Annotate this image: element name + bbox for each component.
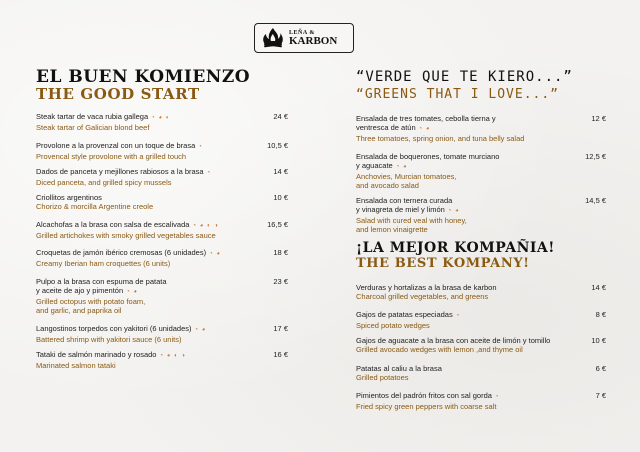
- item-name-en: and garlic, and paprika oil: [36, 306, 122, 315]
- item-name-es: Croquetas de jamón ibérico cremosas (6 unidades) ◔ ◕: [36, 248, 222, 257]
- menu-item: [356, 196, 606, 234]
- item-name-en: and avocado salad: [356, 181, 419, 190]
- item-name-en: Diced panceta, and grilled spicy mussels: [36, 178, 172, 187]
- allergen-icons: ◔ ◕: [209, 251, 222, 257]
- allergen-icons: ◔ ◕: [395, 164, 408, 170]
- item-name-es: Pimientos del padrón fritos con sal gorda ◔: [356, 391, 500, 400]
- section-title-es: “VERDE QUE TE KIERO...”: [356, 69, 573, 85]
- item-price: 10,5 €: [267, 141, 288, 150]
- allergen-icons: ◔ ◕: [418, 126, 431, 132]
- allergen-icons: ◔ ◕: [447, 208, 460, 214]
- item-name-es: Ensalada de tres tomates, cebolla tierna y: [356, 114, 496, 123]
- brand-line2: KARBON: [289, 34, 338, 47]
- menu-item: [36, 277, 288, 315]
- item-name-es: Alcachofas a la brasa con salsa de escalivada ◔ ◕ ◐ ◑: [36, 220, 219, 229]
- item-name-es: Langostinos torpedos con yakitori (6 unidades) ◔ ◕: [36, 324, 207, 333]
- menu-item: [36, 193, 288, 211]
- allergen-icons: ◔: [206, 170, 212, 176]
- item-price: 10 €: [273, 193, 288, 202]
- item-name-en: Spiced potato wedges: [356, 321, 430, 330]
- flame-logo-icon: [261, 27, 285, 49]
- item-name-es: Gajos de patatas especiadas ◔: [356, 310, 461, 319]
- item-price: 16,5 €: [267, 220, 288, 229]
- item-name-en: Fried spicy green peppers with coarse salt: [356, 402, 497, 411]
- item-price: 14 €: [273, 167, 288, 176]
- item-price: 6 €: [595, 364, 606, 373]
- menu-item: [36, 350, 288, 370]
- item-name-en: Marinated salmon tataki: [36, 361, 116, 370]
- item-name-es: Criollitos argentinos: [36, 193, 102, 202]
- section-title-es: ¡LA MEJOR KOMPAÑIA!: [356, 240, 555, 256]
- item-name-es: Pulpo a la brasa con espuma de patata: [36, 277, 167, 286]
- allergen-icons: ◔ ◕ ◐ ◑: [192, 223, 219, 229]
- item-name-es: Patatas al caliu a la brasa: [356, 364, 442, 373]
- item-name-en: Grilled avocado wedges with lemon ,and thyme oil: [356, 345, 523, 354]
- menu-item: [356, 336, 606, 354]
- greens-section: [356, 68, 606, 234]
- menu-item: [36, 324, 288, 344]
- item-price: 14,5 €: [585, 196, 606, 205]
- item-name-en: and lemon vinaigrette: [356, 225, 428, 234]
- menu-item: [36, 220, 288, 240]
- item-price: 10 €: [591, 336, 606, 345]
- item-price: 24 €: [273, 112, 288, 121]
- item-name-en: Charcoal grilled vegetables, and greens: [356, 292, 489, 301]
- item-name-en: Creamy Iberian ham croquettes (6 units): [36, 259, 171, 268]
- item-name-en: Grilled octopus with potato foam,: [36, 297, 146, 306]
- menu-item: [356, 364, 606, 382]
- section-title-es: EL BUEN KOMIENZO: [36, 67, 251, 87]
- item-name-en: Three tomatoes, spring onion, and tuna belly salad: [356, 134, 525, 143]
- item-price: 14 €: [591, 283, 606, 292]
- item-name-en: Grilled artichokes with smoky grilled vegetables sauce: [36, 231, 216, 240]
- allergen-icons: ◔: [198, 144, 203, 150]
- brand-line1: LEÑA &: [289, 29, 315, 36]
- item-name-en: Chorizo & morcilla Argentine creole: [36, 202, 154, 211]
- item-name-es: Ensalada de boquerones, tomate murciano: [356, 152, 500, 161]
- item-name-es: Provolone a la provenzal con un toque de brasa ◔: [36, 141, 203, 150]
- item-name-es: y aceite de ajo y pimentón ◔ ◕: [36, 286, 139, 295]
- best-company-section: [356, 240, 606, 411]
- menu-item: [356, 310, 606, 330]
- item-name-en: Provencal style provolone with a grilled touch: [36, 152, 187, 161]
- good-start-section: [36, 67, 288, 370]
- item-name-es: Dados de panceta y mejillones rabiosos a la brasa ◔: [36, 167, 212, 176]
- item-name-en: Battered shrimp with yakitori sauce (6 units): [36, 335, 182, 344]
- allergen-icons: ◔ ◕: [194, 327, 207, 333]
- item-name-es: Tataki de salmón marinado y rosado ◔ ◕ ◐ ◑: [36, 350, 186, 359]
- menu-item: [356, 283, 606, 301]
- menu-item: [356, 114, 606, 143]
- item-name-es: Steak tartar de vaca rubia gallega ◔ ◕ ◐: [36, 112, 171, 121]
- menu-item: [36, 141, 288, 161]
- allergen-icons: ◔: [494, 394, 500, 400]
- item-name-en: Anchovies, Murcian tomatoes,: [356, 172, 457, 181]
- menu-item: [36, 167, 288, 187]
- item-price: 16 €: [273, 350, 288, 359]
- allergen-icons: ◔ ◕: [126, 289, 139, 295]
- item-price: 18 €: [273, 248, 288, 257]
- item-name-es: ventresca de atún ◔ ◕: [356, 123, 431, 132]
- item-price: 7 €: [595, 391, 606, 400]
- item-price: 8 €: [595, 310, 606, 319]
- section-title-en: THE BEST KOMPANY!: [356, 256, 530, 271]
- menu-item: [36, 248, 288, 268]
- allergen-icons: ◔ ◕ ◐: [151, 115, 171, 121]
- item-name-es: Gajos de aguacate a la brasa con aceite de limón y tomillo: [356, 336, 551, 345]
- item-name-es: y aguacate ◔ ◕: [356, 161, 408, 170]
- item-price: 23 €: [273, 277, 288, 286]
- allergen-icons: ◔: [455, 313, 461, 319]
- section-title-en: THE GOOD START: [36, 85, 200, 103]
- item-name-es: Verduras y hortalizas a la brasa de karbon: [356, 283, 497, 292]
- item-name-en: Grilled potatoes: [356, 373, 409, 382]
- item-name-es: y vinagreta de miel y limón ◔ ◕: [356, 205, 460, 214]
- item-price: 17 €: [273, 324, 288, 333]
- item-name-es: Ensalada con ternera curada: [356, 196, 453, 205]
- item-name-en: Steak tartar of Galician blond beef: [36, 123, 150, 132]
- allergen-icons: ◔ ◕ ◐ ◑: [159, 353, 186, 359]
- menu-item: [36, 112, 288, 132]
- item-price: 12,5 €: [585, 152, 606, 161]
- item-price: 12 €: [591, 114, 606, 123]
- item-name-en: Salad with cured veal with honey,: [356, 216, 467, 225]
- section-title-en: “GREENS THAT I LOVE...”: [356, 87, 560, 102]
- menu-item: [356, 152, 606, 190]
- brand-logo: [254, 23, 354, 53]
- menu-item: [356, 391, 606, 411]
